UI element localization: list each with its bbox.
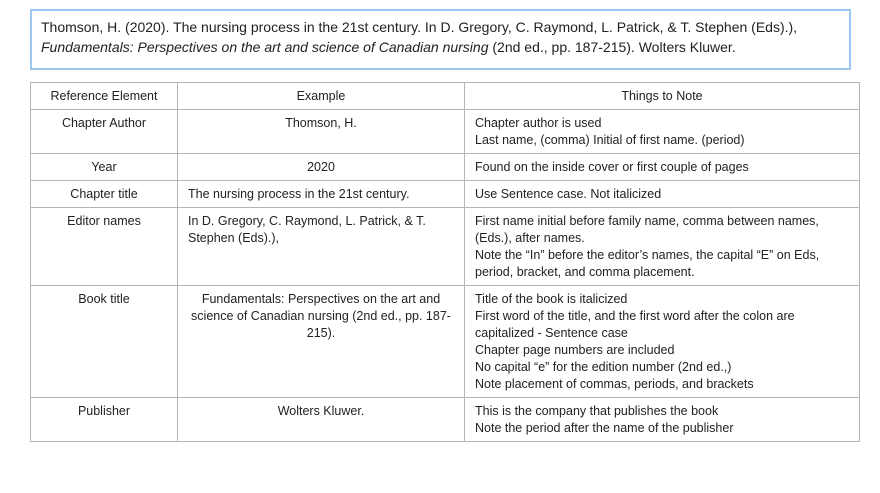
example-cell: Thomson, H. <box>178 110 465 154</box>
element-cell: Editor names <box>31 208 178 286</box>
example-cell: In D. Gregory, C. Raymond, L. Patrick, & T. Stephen (Eds).), <box>178 208 465 286</box>
note-line: Found on the inside cover or first couple of pages <box>475 160 749 174</box>
header-example: Example <box>178 83 465 110</box>
table-row <box>31 110 860 154</box>
citation-text: Thomson, H. (2020). The nursing process in the 21st century. In D. Gregory, C. Raymond, L. Patrick, & T. Stephen (Eds).), <box>41 19 798 35</box>
element-cell: Publisher <box>31 398 178 442</box>
header-reference-element: Reference Element <box>31 83 178 110</box>
table-row <box>31 208 860 286</box>
element-cell: Book title <box>31 286 178 398</box>
note-line: First word of the title, and the first word after the colon are capitalized - Sentence case <box>475 309 795 340</box>
element-cell: Chapter title <box>31 181 178 208</box>
header-things-to-note: Things to Note <box>465 83 860 110</box>
notes-cell <box>465 208 860 286</box>
note-line: First name initial before family name, comma between names, (Eds.), after names. <box>475 214 819 245</box>
table-row <box>31 398 860 442</box>
note-line: Use Sentence case. Not italicized <box>475 187 662 201</box>
note-line: No capital “e” for the edition number (2nd ed.,) <box>475 360 732 374</box>
citation-publication-info: (2nd ed., pp. 187-215). Wolters Kluwer. <box>488 39 736 55</box>
example-cell: Wolters Kluwer. <box>178 398 465 442</box>
element-cell: Chapter Author <box>31 110 178 154</box>
notes-cell <box>465 110 860 154</box>
example-publication-info: (2nd ed., pp. 187-215). <box>306 309 451 340</box>
note-line: Last name, (comma) Initial of first name. (period) <box>475 133 745 147</box>
notes-cell <box>465 154 860 181</box>
table-header-row <box>31 83 860 110</box>
citation-book-title: Fundamentals: Perspectives on the art and science of Canadian nursing <box>41 39 489 55</box>
notes-cell <box>465 398 860 442</box>
note-line: Note the period after the name of the publisher <box>475 421 734 435</box>
note-line: Note placement of commas, periods, and brackets <box>475 377 754 391</box>
example-cell: 2020 <box>178 154 465 181</box>
notes-cell <box>465 181 860 208</box>
example-cell: The nursing process in the 21st century. <box>178 181 465 208</box>
note-line: Chapter author is used <box>475 116 602 130</box>
table-row <box>31 286 860 398</box>
note-line: This is the company that publishes the book <box>475 404 719 418</box>
table-row <box>31 181 860 208</box>
note-line: Note the “In” before the editor’s names, the capital “E” on Eds, period, bracket, and comma placement. <box>475 248 820 279</box>
notes-cell <box>465 286 860 398</box>
citation-box <box>30 9 851 70</box>
table-row <box>31 154 860 181</box>
note-line-italic: Title of the book is italicized <box>475 292 628 306</box>
note-line: Chapter page numbers are included <box>475 343 675 357</box>
example-book-title: Fundamentals: Perspectives on the art and science of Canadian nursing <box>191 292 441 323</box>
example-cell <box>178 286 465 398</box>
reference-table <box>30 82 860 442</box>
element-cell: Year <box>31 154 178 181</box>
